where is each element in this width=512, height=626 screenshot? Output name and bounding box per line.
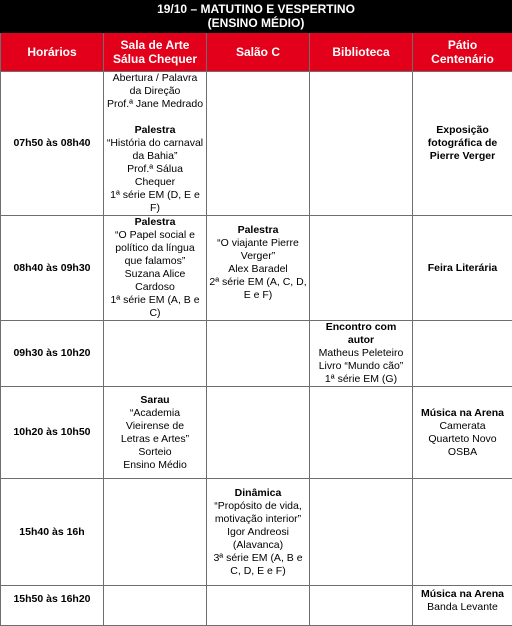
empty-cell — [207, 586, 310, 626]
header-row — [1, 33, 512, 72]
empty-cell — [207, 387, 310, 479]
col-header-horarios: Horários — [1, 33, 104, 72]
schedule-table — [0, 33, 512, 626]
empty-cell — [310, 479, 413, 586]
table-row — [1, 216, 512, 321]
event-cell: Exposição fotográfica de Pierre Verger — [413, 72, 512, 216]
col-header-patio: Pátio Centenário — [413, 33, 512, 72]
time-cell: 09h30 às 10h20 — [1, 321, 104, 387]
time-cell: 07h50 às 08h40 — [1, 72, 104, 216]
event-cell: Palestra “O Papel social e político da língua que falamos” Suzana Alice Cardoso 1ª série EM (A, B e C) — [104, 216, 207, 321]
empty-cell — [104, 479, 207, 586]
event-cell: Feira Literária — [413, 216, 512, 321]
table-row — [1, 586, 512, 626]
empty-cell — [207, 72, 310, 216]
schedule-title — [0, 0, 512, 33]
event-cell: Encontro com autor Matheus Peleteiro Livro “Mundo cão” 1ª série EM (G) — [310, 321, 413, 387]
empty-cell — [413, 321, 512, 387]
event-cell: Música na Arena Banda Levante — [413, 586, 512, 626]
empty-cell — [310, 586, 413, 626]
table-row — [1, 321, 512, 387]
table-row — [1, 387, 512, 479]
title-line-2: (ENSINO MÉDIO) — [0, 16, 512, 30]
time-cell: 15h50 às 16h20 — [1, 586, 104, 626]
event-cell: Abertura / Palavra da Direção Prof.ª Jane Medrado Palestra “História do carnaval da Bahia” Prof.ª Sálua Chequer 1ª série EM (D, E e F) — [104, 72, 207, 216]
table-row — [1, 479, 512, 586]
empty-cell — [413, 479, 512, 586]
empty-cell — [104, 586, 207, 626]
empty-cell — [310, 72, 413, 216]
event-cell: Palestra “O viajante Pierre Verger” Alex Baradel 2ª série EM (A, C, D, E e F) — [207, 216, 310, 321]
time-cell: 10h20 às 10h50 — [1, 387, 104, 479]
col-header-salao-c: Salão C — [207, 33, 310, 72]
event-cell: Dinâmica “Propósito de vida, motivação interior” Igor Andreosi (Alavanca) 3ª série EM (A, B e C, D, E e F) — [207, 479, 310, 586]
empty-cell — [104, 321, 207, 387]
empty-cell — [207, 321, 310, 387]
event-cell: Sarau “Academia Vieirense de Letras e Artes” Sorteio Ensino Médio — [104, 387, 207, 479]
empty-cell — [310, 216, 413, 321]
empty-cell — [310, 387, 413, 479]
title-line-1: 19/10 – MATUTINO E VESPERTINO — [0, 2, 512, 16]
time-cell: 08h40 às 09h30 — [1, 216, 104, 321]
col-header-biblioteca: Biblioteca — [310, 33, 413, 72]
event-cell: Música na Arena Camerata Quarteto Novo OSBA — [413, 387, 512, 479]
table-row — [1, 72, 512, 216]
col-header-sala-de-arte: Sala de Arte Sálua Chequer — [104, 33, 207, 72]
time-cell: 15h40 às 16h — [1, 479, 104, 586]
